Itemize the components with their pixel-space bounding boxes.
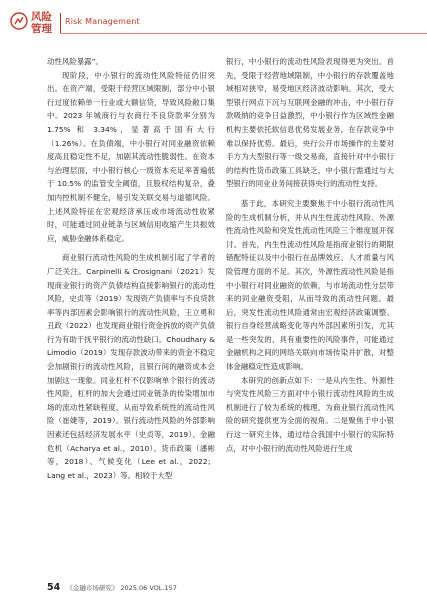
- section-title-en: Risk Management: [65, 17, 140, 26]
- section-title-cn-line2: 管理: [31, 23, 52, 35]
- page-footer: [47, 582, 177, 593]
- section-title-cn-line1: 风险: [31, 11, 52, 23]
- paragraph: 基于此，本研究主要聚焦于中小银行流动性风险的生成机制分析，并从内生性流动性风险、外源性流动性风险和突发性流动性风险三个维度展开探讨。首先，内生性流动性风险是指商业银行的期限错配特征以及中小银行在品牌效应、人才质量与风险管理方面的不足。其次，外源性流动性风险是指中小银行对同业融资的依赖，与市场流动性分层带来的同业融资受阻，从而导致的流动性问题。最后，突发性流动性风险通常由宏观经济政策调整、银行自身经营战略变化等内外部因素所引发，尤其是一些突发的、具有重要性的风险事件，可能通过金融机构之间的网络关联向市场传染并扩散，对整体金融稳定性造成影响。: [226, 198, 394, 372]
- header-divider: [60, 13, 61, 33]
- section-title-cn: [31, 11, 52, 35]
- section-logo-icon: [10, 12, 28, 30]
- paragraph: 本研究的创新点如下：一是从内生性、外源性与突发性风险三方面对中小银行流动性风险的生成机制进行了较为系统的梳理，为商业银行流动性风险的研究提供更为全面的视角。二是聚焦于中小银行这一研究主体，通过结合我国中小银行的实际特点，对中小银行的流动性风险进行生成: [226, 375, 394, 453]
- paragraph: 动性风险暴露”。: [47, 57, 103, 66]
- left-column: [47, 55, 215, 482]
- paragraph: 现阶段，中小银行的流动性风险特征仍旧突出。在资产端，受限于经营区域限制，部分中小银行过度依赖单一行业或大额信贷，导致风险敞口集中。2023 年城商行与农商行不良贷款率分别为 1.75% 和 3.34%，显著高于国有大行（1.26%）。在负债端，中小银行对同业融资依赖度高且稳定性不足，加剧其流动性脆弱性。在资本与治理层面，中小银行核心一级资本充足率普遍低于 10.5% 的监管安全阈值，且股权结构复杂，叠加内控机制不健全，易引发关联交易与道德风险。上述风险特征在宏观经济承压或市场流动性收紧时，可能通过同业链条与区域信用收缩产生共振效应，威胁金融体系稳定。: [47, 70, 215, 243]
- paragraph: 银行，中小银行的流动性风险表现得更为突出。首先，受限于经营地域限制，中小银行的存款覆盖地域相对狭窄，易受地区经济波动影响。其次，受大型银行网点下沉与互联网金融的冲击，中小银行存款吸纳的竞争日益激烈，中小银行作为区域性金融机构主要依托软信息优势发展业务，在存款竞争中难以保持优势。最后，央行公开市场操作的主要对手方为大型银行等一级交易商，直接针对中小银行的结构性货币政策工具缺乏，中小银行需通过与大型银行的同业业务间接获得央行的流动性支持。: [226, 57, 394, 189]
- header-rule: [60, 33, 427, 34]
- right-column: [226, 55, 394, 455]
- page-number: 54: [47, 582, 61, 593]
- paragraph: 商业银行流动性风险的生成机制引起了学者的广泛关注。Carpinelli & Crosignani（2021）发现商业银行的资产负债结构直接影响银行的流动性风险，史贞等（2019）发现资产负债率与不良贷款率等内部因素会影响银行的流动性风险，王立勇和丑政（2022）也发现商业银行资金拆放的资产负债行为有助于抚平银行的流动性缺口。Choudhary & Limodio（2019）发现存款波动带来的资金不稳定会加剧银行的流动性风险，且银行间的融资成本会加剧这一现象。同业杠杆不仅影响单个银行的流动性风险，杠杆的加大会通过同业链条的传染增加市场的流动性紧缺程度，从而导致系统性的流动性风险（崔婕等，2019）。银行流动性风险的外部影响因素还包括经济发展水平（史贞等，2019）、金融危机（Acharya et al.，2010）、货币政策（潘彬等，2018）、气候变化（Lee et al.，2022；Lang et al.，2023）等。相较于大型: [47, 253, 215, 480]
- page-header: [0, 0, 427, 46]
- journal-info: 《金融市场研究》 2025.06 VOL.157: [66, 584, 177, 592]
